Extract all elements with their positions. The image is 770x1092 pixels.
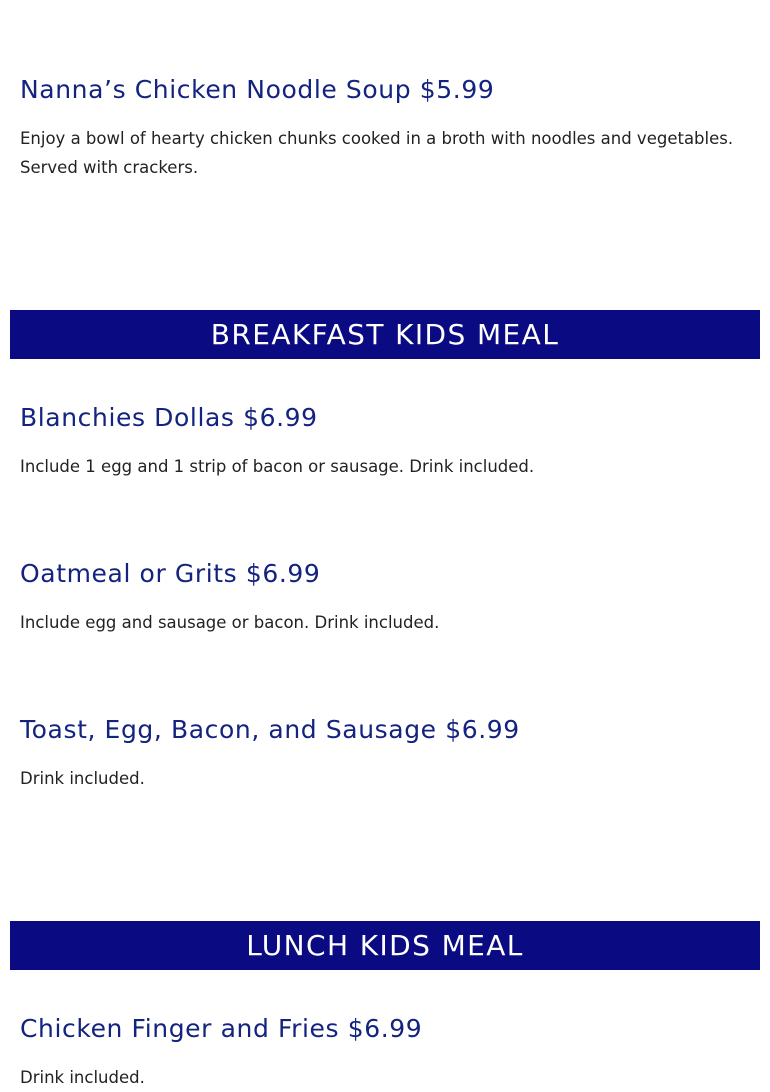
section-heading: BREAKFAST KIDS MEAL [210,318,560,351]
section-heading: LUNCH KIDS MEAL [246,929,524,962]
menu-item-description: Enjoy a bowl of hearty chicken chunks cooked in a broth with noodles and vegetables. Served with crackers. [20,129,734,177]
menu-item-title: Nanna’s Chicken Noodle Soup $5.99 [20,75,495,104]
menu-item-description: Include egg and sausage or bacon. Drink included. [20,613,440,632]
section-banner-lunch-kids [10,921,760,970]
section-banner-breakfast-kids [10,310,760,359]
menu-item-description: Drink included. [20,769,145,788]
menu-item-description: Include 1 egg and 1 strip of bacon or sausage. Drink included. [20,457,535,476]
menu-item-title: Chicken Finger and Fries $6.99 [20,1014,423,1043]
menu-item-description: Drink included. [20,1068,145,1087]
menu-item-title: Oatmeal or Grits $6.99 [20,559,321,588]
menu-item-title: Blanchies Dollas $6.99 [20,403,318,432]
menu-item-title: Toast, Egg, Bacon, and Sausage $6.99 [20,715,520,744]
